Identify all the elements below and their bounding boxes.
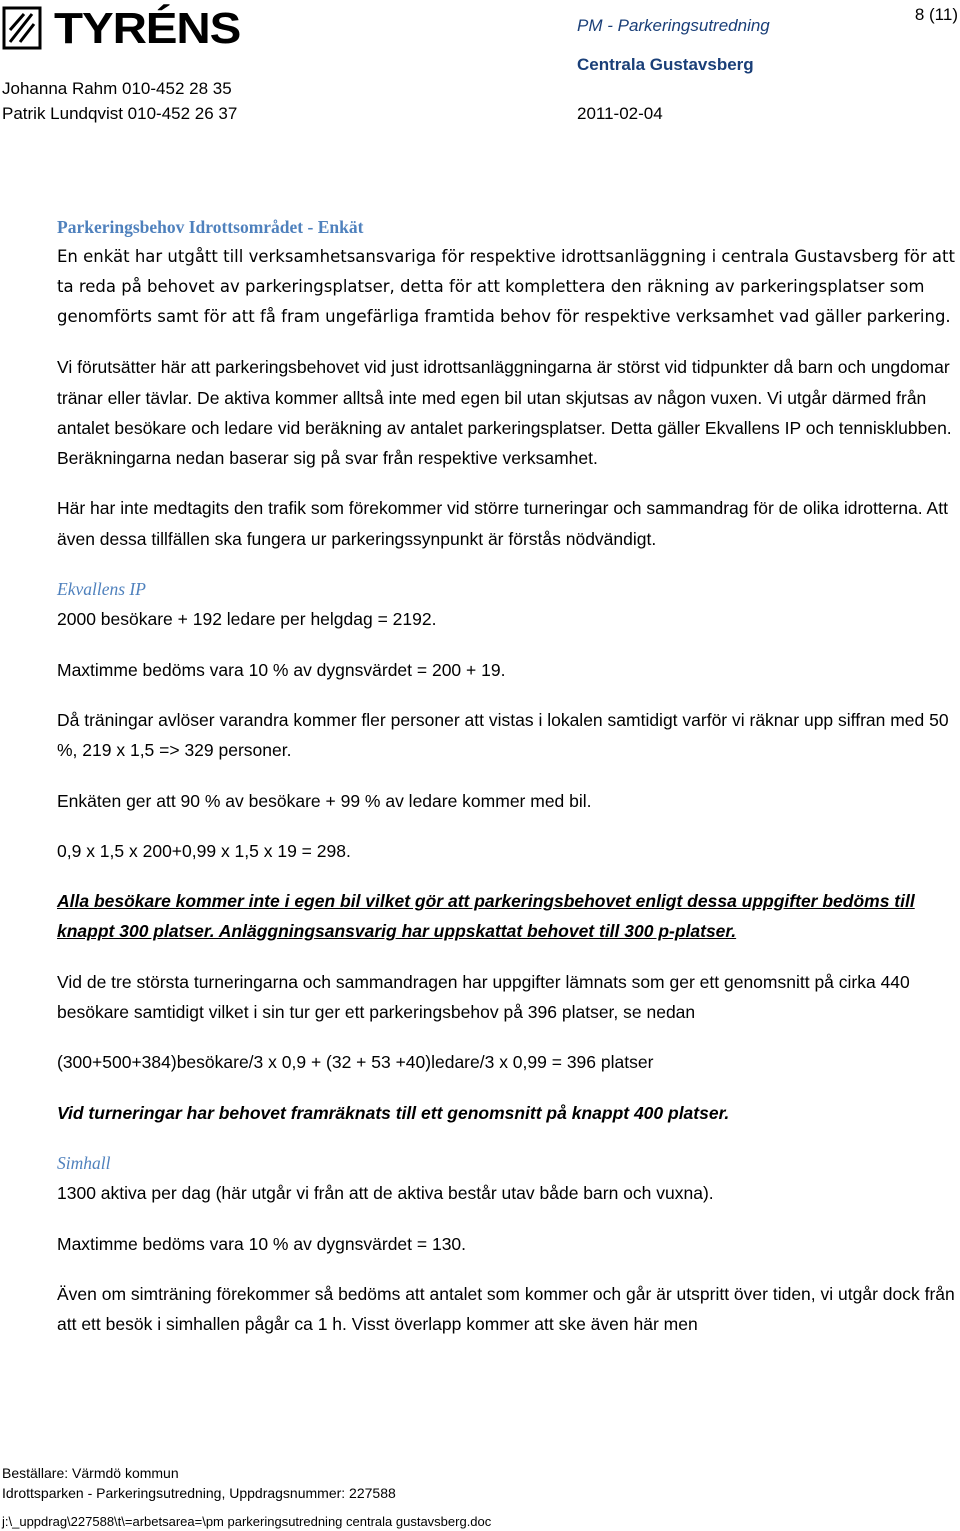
page-number: 8 (11) <box>914 5 958 24</box>
section-heading-simhall: Simhall <box>57 1152 111 1173</box>
document-date: 2011-02-04 <box>577 104 663 123</box>
tournaments-paragraph: Här har inte medtagits den trafik som förekommer vid större turneringar och sammandrag för de olika idrotterna. Att även dessa tillfällen ska fungera ur parkeringssynpunkt är förstås nödvändigt. <box>57 498 948 549</box>
document-title: PM - Parkeringsutredning <box>577 16 770 35</box>
intro-paragraph: En enkät har utgått till verksamhetsansvariga för respektive idrottsanläggning i centrala Gustavsberg för att ta reda på behovet av parkeringsplatser, detta för att komplettera den räkning av parkeringsplatser som genomförts samt för att få fram ungefärliga framtida behov för respektive verksamhet vad gäller parkering. <box>57 247 955 327</box>
section-heading-ekvallens: Ekvallens IP <box>57 579 146 600</box>
tyrens-logo-icon <box>2 6 42 50</box>
ekvallens-max-hour: Maxtimme bedöms vara 10 % av dygnsvärdet = 200 + 19. <box>57 659 506 680</box>
footer-project: Idrottsparken - Parkeringsutredning, Uppdragsnummer: 227588 <box>2 1485 396 1501</box>
section-heading-main: Parkeringsbehov Idrottsområdet - Enkät <box>57 217 364 237</box>
footer-client: Beställare: Värmdö kommun <box>2 1465 179 1481</box>
ekvallens-overlap: Då träningar avlöser varandra kommer fler personer att vistas i lokalen samtidigt varför vi räknar upp siffran med 50 %, 219 x 1,5 => 329 personer. <box>57 709 949 761</box>
ekvallens-tournament-formula: (300+500+384)besökare/3 x 0,9 + (32 + 53 +40)ledare/3 x 0,99 = 396 platser <box>57 1052 654 1073</box>
contact-patrik: Patrik Lundqvist 010-452 26 37 <box>2 104 238 123</box>
simhall-active: 1300 aktiva per dag (här utgår vi från att de aktiva består utav både barn och vuxna). <box>57 1183 714 1204</box>
company-logo-text: TYRÉNS <box>54 4 241 53</box>
document-subtitle: Centrala Gustavsberg <box>577 55 754 74</box>
contact-johanna: Johanna Rahm 010-452 28 35 <box>2 79 232 98</box>
ekvallens-tournaments: Vid de tre största turneringarna och sammandragen har uppgifter lämnats som ger ett genomsnitt på cirka 440 besökare samtidigt vilket i sin tur ger ett parkeringsbehov på 396 platser, se nedan <box>57 971 910 1023</box>
ekvallens-tournament-conclusion: Vid turneringar har behovet framräknats till ett genomsnitt på knappt 400 platser. <box>57 1102 730 1123</box>
ekvallens-conclusion: Alla besökare kommer inte i egen bil vilket gör att parkeringsbehovet enligt dessa uppgifter bedöms till knappt 300 platser. Anläggningsansvarig har uppskattat behovet till 300 p-platser. <box>57 891 915 942</box>
ekvallens-formula: 0,9 x 1,5 x 200+0,99 x 1,5 x 19 = 298. <box>57 840 351 861</box>
simhall-max-hour: Maxtimme bedöms vara 10 % av dygnsvärdet = 130. <box>57 1233 467 1254</box>
simhall-duration: Även om simträning förekommer så bedöms att antalet som kommer och går är utspritt över tiden, vi utgår dock från att ett besök i simhallen pågår ca 1 h. Visst överlapp kommer att ske även här men <box>57 1283 955 1335</box>
ekvallens-visitors: 2000 besökare + 192 ledare per helgdag = 2192. <box>57 609 437 630</box>
assumption-paragraph: Vi förutsätter här att parkeringsbehovet vid just idrottsanläggningarna är störst vid tidpunkter då barn och ungdomar tränar eller tävlar. De aktiva kommer alltså inte med egen bil utan skjutsas av någon vuxen. Vi utgår därmed från antalet besökare och ledare vid beräkning av antalet parkeringsplatser. Detta gäller Ekvallens IP och tennisklubben. Beräkningarna nedan baserar sig på svar från respektive verksamhet. <box>57 357 952 469</box>
footer-file-path: j:\_uppdrag\227588\t\=arbetsarea=\pm parkeringsutredning centrala gustavsberg.doc <box>2 1514 492 1529</box>
document-body <box>57 212 957 1339</box>
ekvallens-survey: Enkäten ger att 90 % av besökare + 99 % av ledare kommer med bil. <box>57 790 592 811</box>
